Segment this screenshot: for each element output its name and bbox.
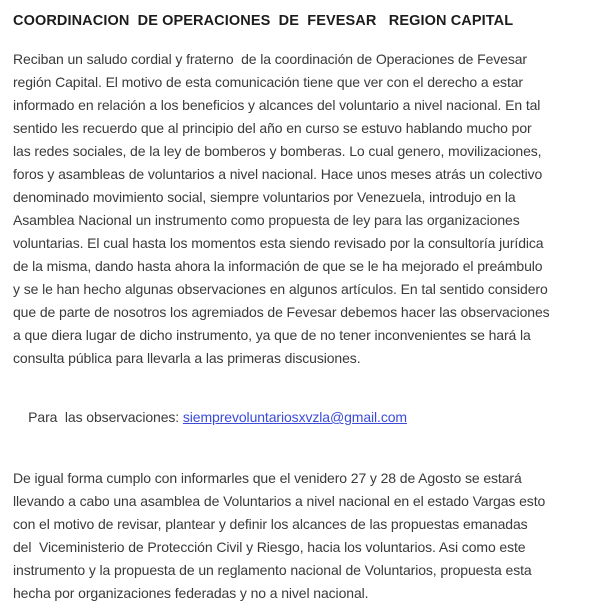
text-line: de la misma, dando hasta ahora la información de que se le ha mejorado el preámbulo xyxy=(13,258,543,274)
text-line: consulta pública para llevarla a las primeras discusiones. xyxy=(13,350,361,366)
email-link[interactable]: siemprevoluntariosxvzla@gmail.com xyxy=(182,409,407,425)
contact-line xyxy=(13,383,591,452)
text-line: a que diera lugar de dicho instrumento, ya que de no tener inconvenientes se hará la xyxy=(13,327,531,343)
text-line: De igual forma cumplo con informarles que el venidero 27 y 28 de Agosto se estará xyxy=(13,470,522,486)
text-line: voluntarias. El cual hasta los momentos esta siendo revisado por la consultoría jurídica xyxy=(13,235,544,251)
document-title: COORDINACION DE OPERACIONES DE FEVESAR REGION CAPITAL xyxy=(13,13,514,29)
text-line: Asamblea Nacional un instrumento como propuesta de ley para las organizaciones xyxy=(13,212,520,228)
paragraph-assembly xyxy=(13,467,591,605)
text-line: y se le han hecho algunas observaciones en algunos artículos. En tal sentido considero xyxy=(13,281,548,297)
text-line: del Viceministerio de Protección Civil y Riesgo, hacia los voluntarios. Asi como este xyxy=(13,539,526,555)
text-line: foros y asambleas de voluntarios a nivel nacional. Hace unos meses atrás un colectivo xyxy=(13,166,543,182)
text-line: región Capital. El motivo de esta comunicación tiene que ver con el derecho a estar xyxy=(13,74,523,90)
text-line: que de parte de nosotros los agremiados de Fevesar debemos hacer las observaciones xyxy=(13,304,550,320)
text-line: Reciban un saludo cordial y fraterno de la coordinación de Operaciones de Fevesar xyxy=(13,51,527,67)
text-line: llevando a cabo una asamblea de Voluntarios a nivel nacional en el estado Vargas esto xyxy=(13,493,546,509)
text-line: sentido les recuerdo que al principio del año en curso se estuvo hablando mucho por xyxy=(13,120,532,136)
text-line: denominado movimiento social, siempre voluntarios por Venezuela, introdujo en la xyxy=(13,189,516,205)
text-line: hecha por organizaciones federadas y no a nivel nacional. xyxy=(13,585,369,601)
text-line: instrumento y la propuesta de un reglamento nacional de Voluntarios, propuesta esta xyxy=(13,562,532,578)
contact-label: Para las observaciones: xyxy=(28,409,183,425)
text-line: las redes sociales, de la ley de bomberos y bomberas. Lo cual genero, movilizaciones, xyxy=(13,143,542,159)
text-line: con el motivo de revisar, plantear y definir los alcances de las propuestas emanadas xyxy=(13,516,528,532)
text-line: informado en relación a los beneficios y alcances del voluntario a nivel nacional. En tal xyxy=(13,97,541,113)
paragraph-intro xyxy=(13,48,591,370)
